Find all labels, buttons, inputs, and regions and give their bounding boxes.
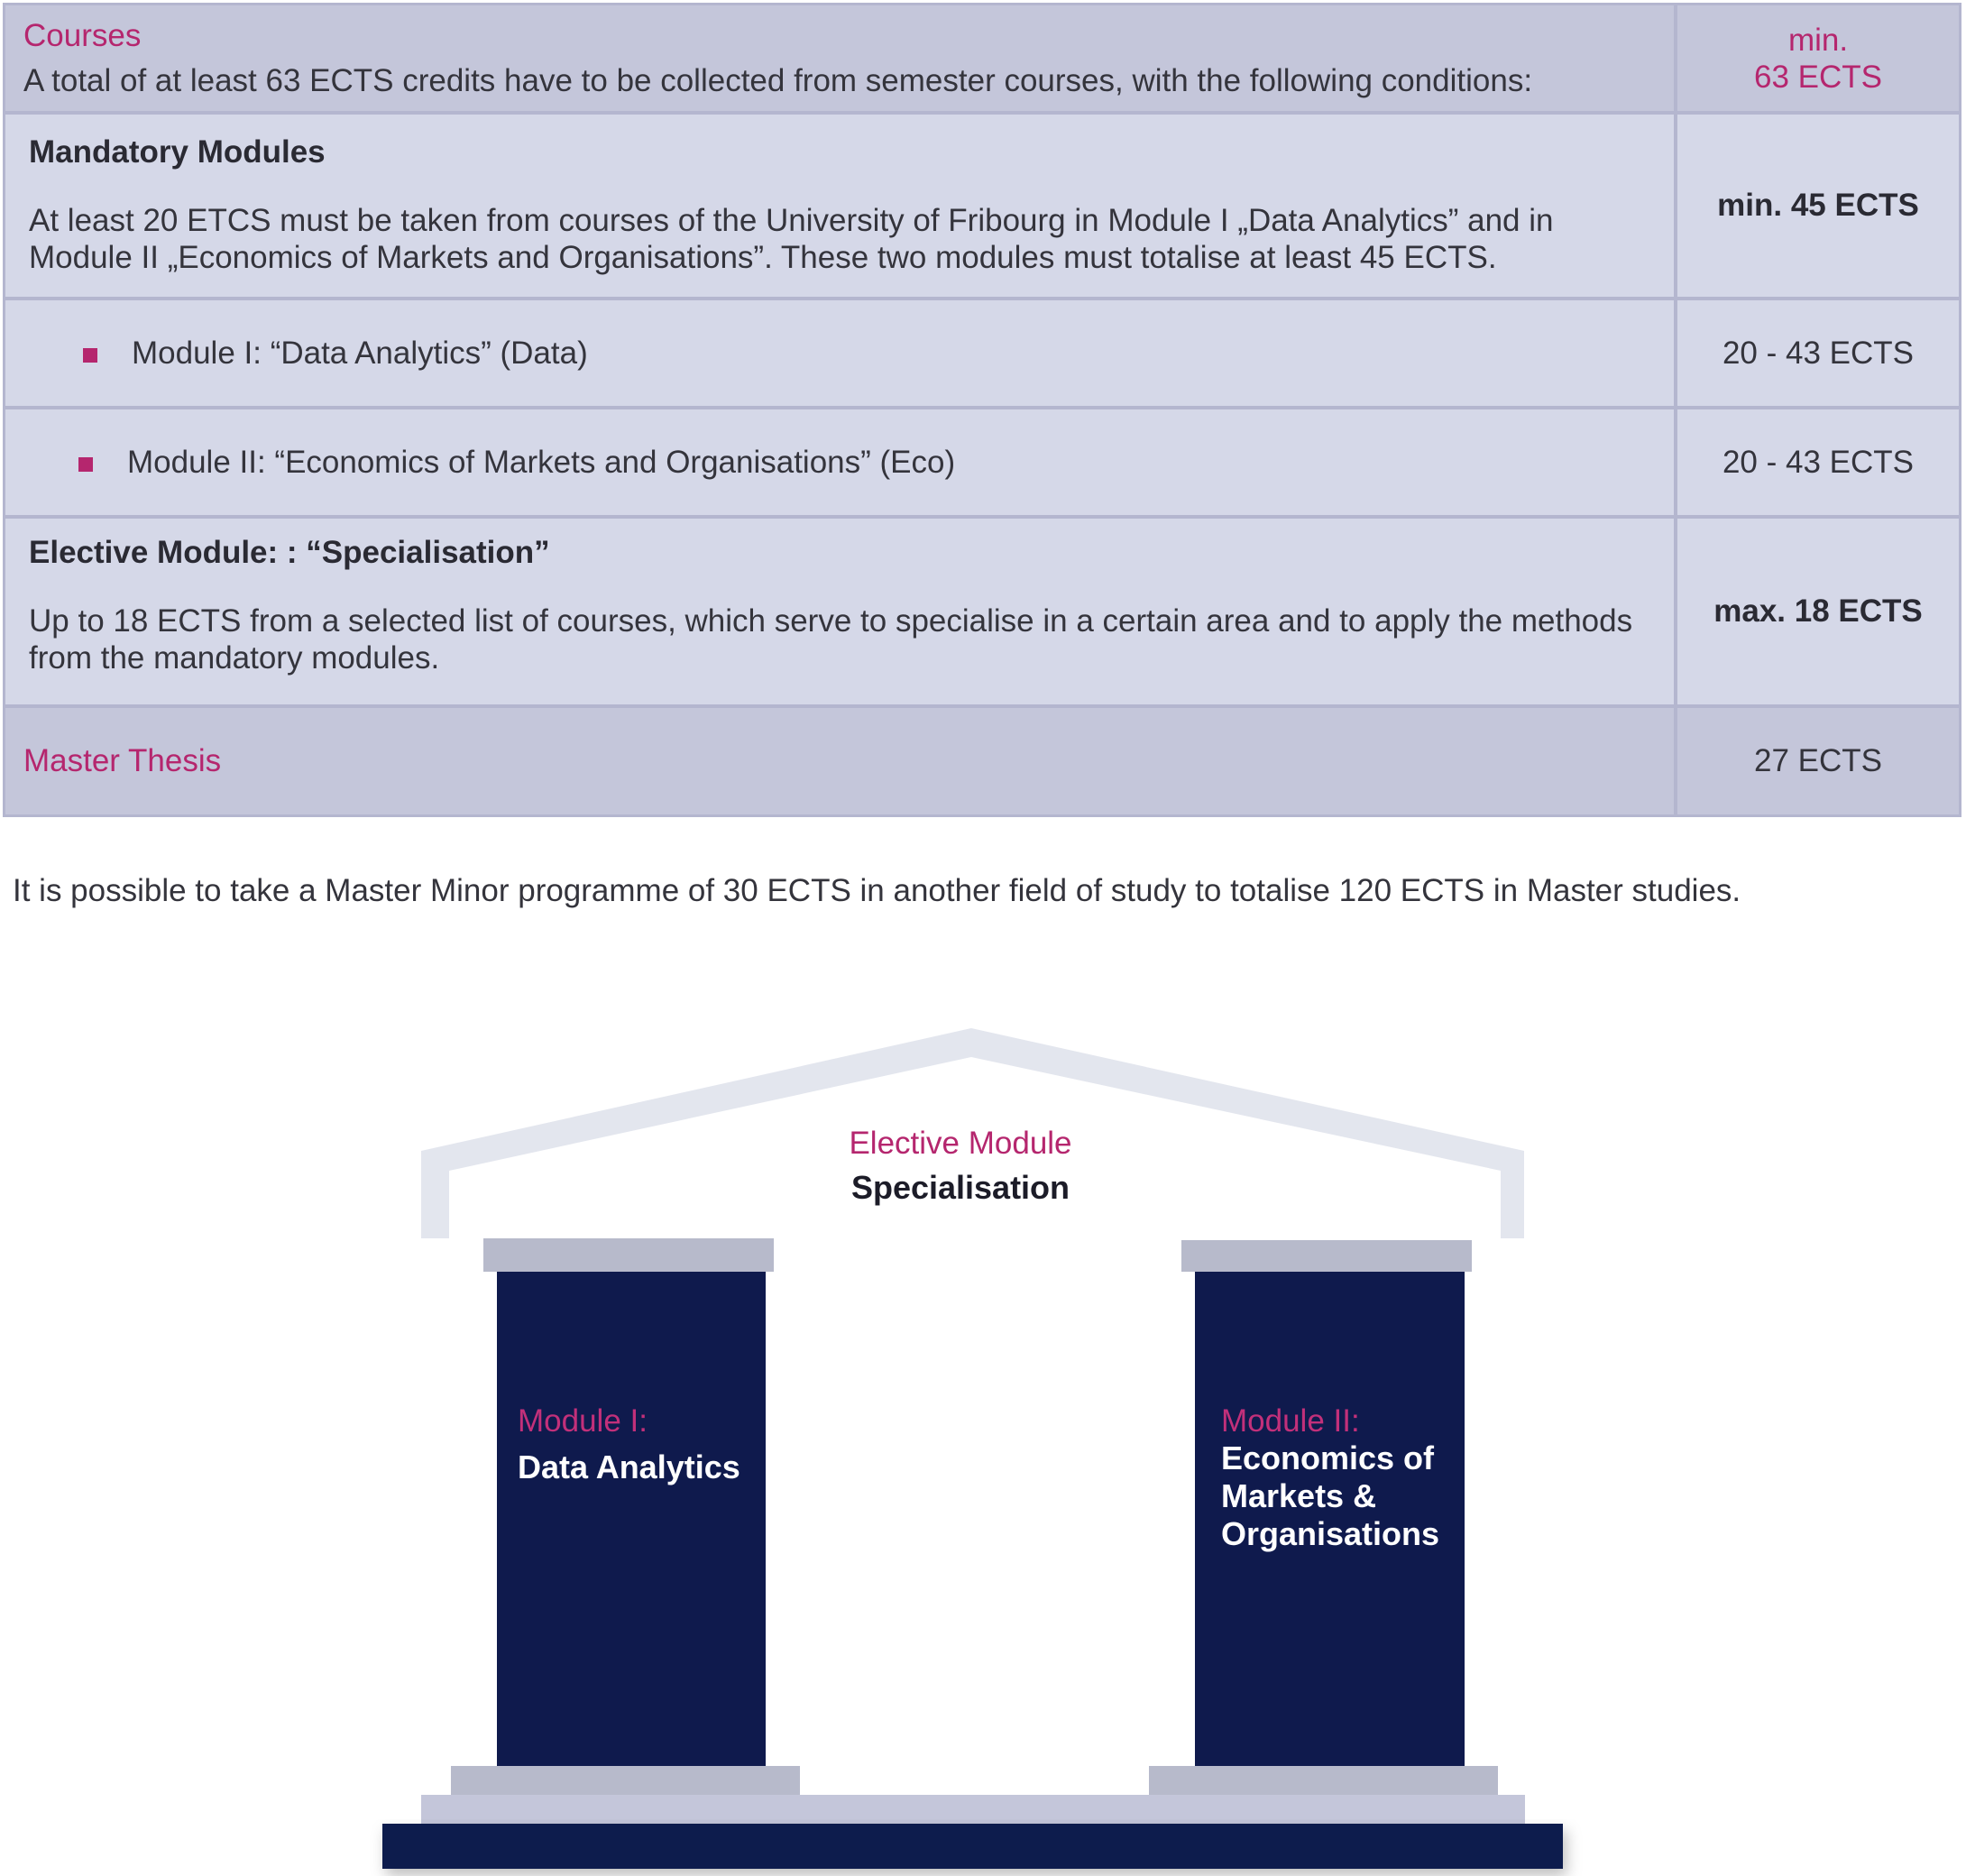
left-pillar-text <box>518 1403 740 1486</box>
right-pillar-base <box>1149 1766 1498 1795</box>
roof-subtitle: Specialisation <box>850 1169 1070 1206</box>
module2-credits: 20 - 43 ECTS <box>1722 444 1915 480</box>
temple-step-upper <box>421 1795 1525 1824</box>
right-pillar-name-line3: Organisations <box>1221 1515 1440 1552</box>
right-pillar-name-line1: Economics of <box>1221 1439 1435 1476</box>
courses-credits-line2: 63 ECTS <box>1754 59 1882 95</box>
left-pillar-shaft <box>497 1272 766 1766</box>
right-pillar-name-line2: Markets & <box>1221 1477 1377 1514</box>
right-pillar-title: Module II: <box>1221 1403 1360 1439</box>
mandatory-credits: min. 45 ECTS <box>1717 188 1919 223</box>
mandatory-heading: Mandatory Modules <box>29 134 326 170</box>
roof-title: Elective Module <box>849 1126 1072 1161</box>
left-pillar-base <box>451 1766 800 1795</box>
module2-label: Module II: “Economics of Markets and Organisations” (Eco) <box>127 444 956 480</box>
left-pillar-name: Data Analytics <box>518 1448 740 1485</box>
elective-body-line2: from the mandatory modules. <box>29 640 440 676</box>
right-pillar-capital <box>1181 1240 1472 1272</box>
thesis-label: Master Thesis <box>23 743 222 778</box>
elective-body-line1: Up to 18 ECTS from a selected list of courses, which serve to specialise in a certain area and to apply the methods <box>29 603 1633 639</box>
elective-credits: max. 18 ECTS <box>1713 593 1923 629</box>
courses-description: A total of at least 63 ECTS credits have to be collected from semester courses, with the following conditions: <box>23 63 1533 98</box>
temple-step-lower <box>382 1824 1563 1869</box>
mandatory-body-line2: Module II „Economics of Markets and Organisations”. These two modules must totalise at least 45 ECTS. <box>29 240 1497 275</box>
module1-label: Module I: “Data Analytics” (Data) <box>132 335 588 371</box>
courses-label: Courses <box>23 18 142 53</box>
thesis-credits: 27 ECTS <box>1754 743 1882 778</box>
right-pillar-text <box>1221 1403 1439 1553</box>
mandatory-body-line1: At least 20 ETCS must be taken from courses of the University of Fribourg in Module I „Data Analytics” and in <box>29 203 1554 238</box>
elective-heading: Elective Module: : “Specialisation” <box>29 535 550 570</box>
module1-credits: 20 - 43 ECTS <box>1722 335 1915 371</box>
left-pillar-capital <box>483 1238 774 1272</box>
minor-programme-note: It is possible to take a Master Minor programme of 30 ECTS in another field of study to totalise 120 ECTS in Master studies. <box>13 873 1741 908</box>
courses-credits-line1: min. <box>1787 22 1849 58</box>
left-pillar-title: Module I: <box>518 1403 648 1439</box>
